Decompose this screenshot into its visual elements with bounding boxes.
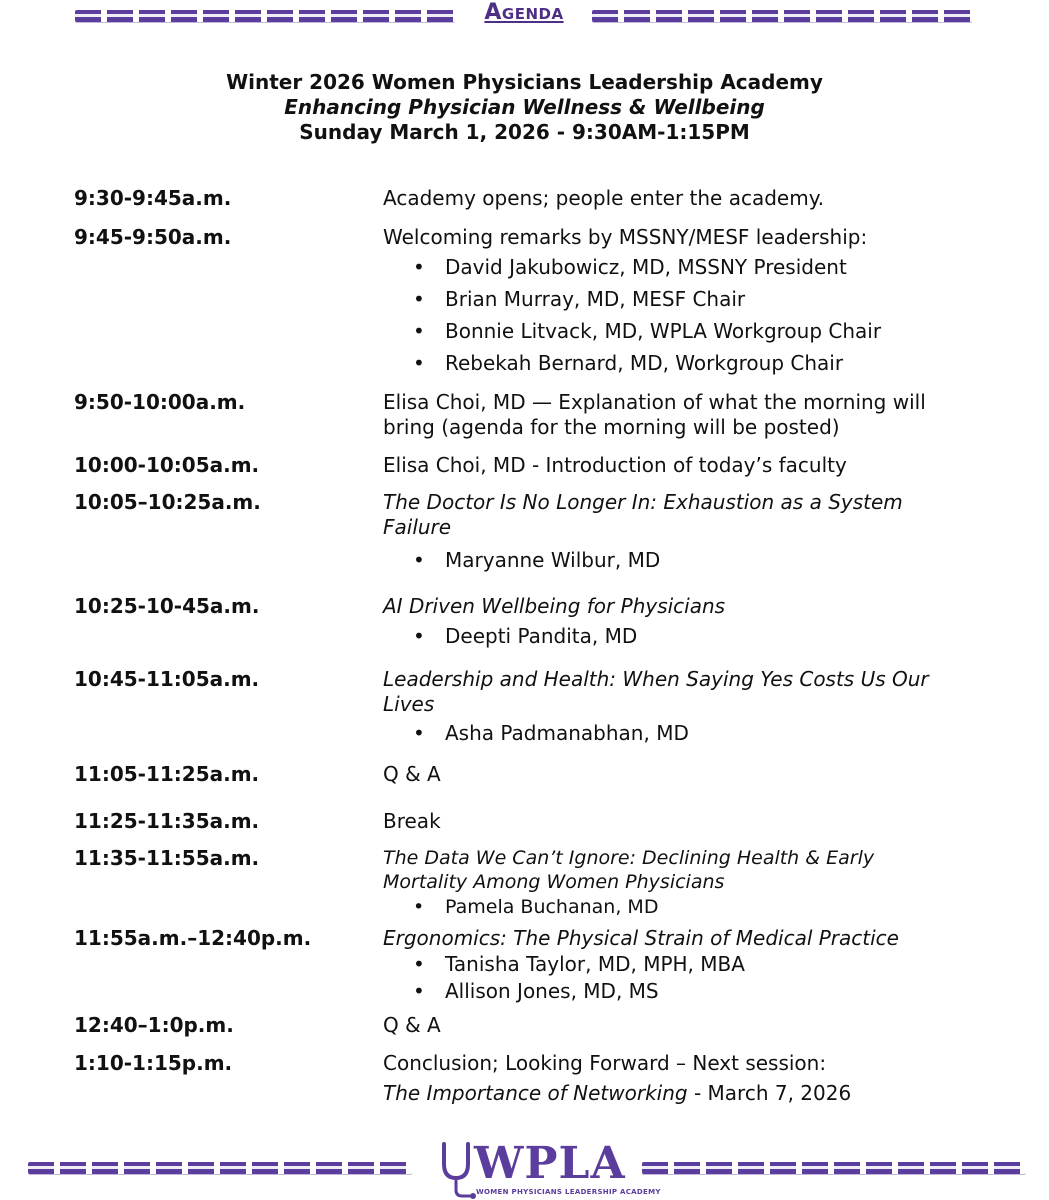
agenda-time: 1:10-1:15p.m.	[74, 1051, 233, 1075]
next-session-title: The Importance of Networking	[383, 1081, 688, 1105]
agenda-time: 10:05–10:25a.m.	[74, 490, 261, 514]
agenda-desc: Elisa Choi, MD — Explanation of what the morning will bring (agenda for the morning will be posted)	[383, 390, 926, 439]
agenda-time: 9:50-10:00a.m.	[74, 390, 246, 414]
session-title: The Data We Can’t Ignore: Declining Health & Early Mortality Among Women Physicians	[383, 847, 875, 893]
speaker-list	[383, 894, 983, 921]
logo-tagline: WOMEN PHYSICIANS LEADERSHIP ACADEMY	[476, 1188, 661, 1196]
speaker-item: • Maryanne Wilbur, MD	[383, 544, 983, 576]
agenda-desc-block	[383, 490, 983, 576]
agenda-desc: Academy opens; people enter the academy.	[383, 186, 825, 210]
next-session	[383, 1081, 983, 1106]
agenda-desc-block	[383, 667, 983, 749]
top-left-divider	[75, 10, 455, 22]
speaker-item: • Deepti Pandita, MD	[383, 620, 983, 652]
speaker-list	[383, 544, 983, 576]
speaker-list	[383, 951, 983, 1005]
speaker-list	[383, 620, 983, 652]
next-session-date: - March 7, 2026	[687, 1081, 852, 1105]
agenda-header	[0, 70, 1049, 145]
agenda-desc-block	[383, 846, 983, 921]
agenda-time: 11:25-11:35a.m.	[74, 809, 260, 833]
event-date: Sunday March 1, 2026 - 9:30AM-1:15PM	[299, 120, 750, 144]
agenda-desc: Break	[383, 809, 441, 833]
speaker-item: • Asha Padmanabhan, MD	[383, 717, 983, 749]
agenda-time: 11:55a.m.–12:40p.m.	[74, 926, 312, 950]
agenda-desc-block	[383, 225, 983, 378]
session-title: AI Driven Wellbeing for Physicians	[383, 594, 726, 618]
session-title: Leadership and Health: When Saying Yes Costs Us Our Lives	[383, 667, 929, 716]
speaker-item: • Allison Jones, MD, MS	[383, 978, 983, 1005]
agenda-time: 11:35-11:55a.m.	[74, 846, 260, 870]
agenda-time: 9:30-9:45a.m.	[74, 186, 232, 210]
agenda-desc: Q & A	[383, 762, 441, 786]
speaker-item: • Brian Murray, MD, MESF Chair	[383, 283, 983, 315]
agenda-desc-block	[383, 594, 983, 652]
speaker-item: • Rebekah Bernard, MD, Workgroup Chair	[383, 347, 983, 379]
agenda-desc: Q & A	[383, 1013, 441, 1037]
agenda-time: 10:25-10-45a.m.	[74, 594, 260, 618]
agenda-desc-block	[383, 926, 983, 1005]
speaker-item: • Tanisha Taylor, MD, MPH, MBA	[383, 951, 983, 978]
event-title: Winter 2026 Women Physicians Leadership Academy	[226, 70, 823, 94]
speaker-list	[383, 717, 983, 749]
speaker-list	[383, 251, 983, 379]
speaker-item: • David Jakubowicz, MD, MSSNY President	[383, 251, 983, 283]
bottom-left-divider	[28, 1162, 412, 1174]
agenda-time: 9:45-9:50a.m.	[74, 225, 232, 249]
top-right-divider	[592, 10, 972, 22]
stethoscope-icon	[436, 1138, 476, 1200]
page-title: Agenda	[484, 0, 564, 25]
wpla-logo	[436, 1138, 661, 1200]
agenda-time: 11:05-11:25a.m.	[74, 762, 260, 786]
event-theme: Enhancing Physician Wellness & Wellbeing	[284, 95, 765, 119]
agenda-desc: Elisa Choi, MD - Introduction of today’s faculty	[383, 453, 847, 477]
agenda-desc-block	[383, 1051, 983, 1106]
speaker-item: • Pamela Buchanan, MD	[383, 894, 983, 921]
bottom-right-divider	[642, 1162, 1026, 1174]
agenda-desc: Conclusion; Looking Forward – Next session:	[383, 1051, 827, 1075]
session-title: The Doctor Is No Longer In: Exhaustion as a System Failure	[383, 490, 903, 539]
agenda-time: 10:45-11:05a.m.	[74, 667, 260, 691]
speaker-item: • Bonnie Litvack, MD, WPLA Workgroup Chair	[383, 315, 983, 347]
agenda-time: 10:00-10:05a.m.	[74, 453, 260, 477]
agenda-desc: Welcoming remarks by MSSNY/MESF leadership:	[383, 225, 868, 249]
logo-word: WPLA	[474, 1138, 626, 1189]
session-title: Ergonomics: The Physical Strain of Medical Practice	[383, 926, 899, 950]
agenda-time: 12:40–1:0p.m.	[74, 1013, 234, 1037]
